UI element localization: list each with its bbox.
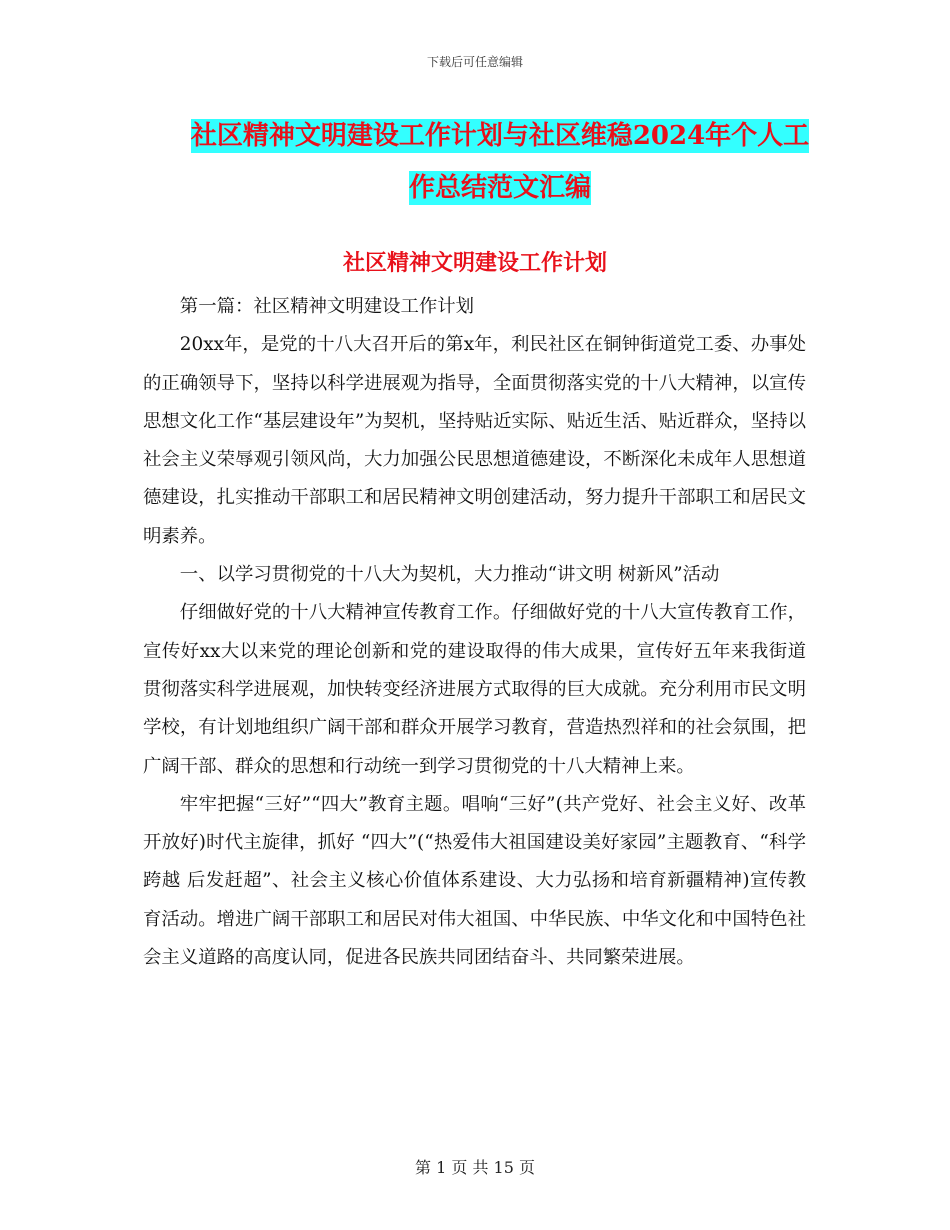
document-title: [140, 110, 860, 214]
title-line-2: 作总结范文汇编: [408, 173, 591, 203]
paragraph-chapter-heading: 第一篇：社区精神文明建设工作计划: [179, 296, 475, 317]
paragraph-body: 牢牢把握“三好”“四大”教育主题。唱响“三好”(共产党好、社会主义好、改革开放好)时代主旋律，抓好 “四大”(“热爱伟大祖国建设美好家园”主题教育、“科学跨越 后发赶超”、社会主义核心价值体系建设、大力弘扬和培育新疆精神)宣传教育活动。增进广阔干部职工和居民对伟大祖国、中华民族、中华文化和中国特色社会主义道路的高度认同，促进各民族共同团结奋斗、共同繁荣进展。: [143, 793, 806, 969]
section-title: 社区精神文明建设工作计划: [342, 250, 607, 276]
document-body: [143, 288, 806, 977]
header-note: 下载后可任意编辑: [426, 55, 523, 69]
paragraph-body: 仔细做好党的十八大精神宣传教育工作。仔细做好党的十八大宣传教育工作，宣传好xx大以来党的理论创新和党的建设取得的伟大成果，宣传好五年来我街道贯彻落实科学进展观，加快转变经济进展方式取得的巨大成就。充分利用市民文明学校，有计划地组织广阔干部和群众开展学习教育，营造热烈祥和的社会氛围，把广阔干部、群众的思想和行动统一到学习贯彻党的十八大精神上来。: [143, 602, 806, 777]
title-line-1: 社区精神文明建设工作计划与社区维稳2024年个人工: [190, 121, 810, 151]
page-footer: 第 1 页 共 15 页: [415, 1158, 535, 1177]
paragraph-intro: 20xx年，是党的十八大召开后的第x年，利民社区在铜钟街道党工委、办事处的正确领导下，坚持以科学进展观为指导，全面贯彻落实党的十八大精神，以宣传思想文化工作“基层建设年”为契机，坚持贴近实际、贴近生活、贴近群众，坚持以社会主义荣辱观引领风尚，大力加强公民思想道德建设，不断深化未成年人思想道德建设，扎实推动干部职工和居民精神文明创建活动，努力提升干部职工和居民文明素养。: [143, 334, 806, 547]
paragraph-heading-one: 一、以学习贯彻党的十八大为契机，大力推动“讲文明 树新风”活动: [179, 564, 720, 586]
